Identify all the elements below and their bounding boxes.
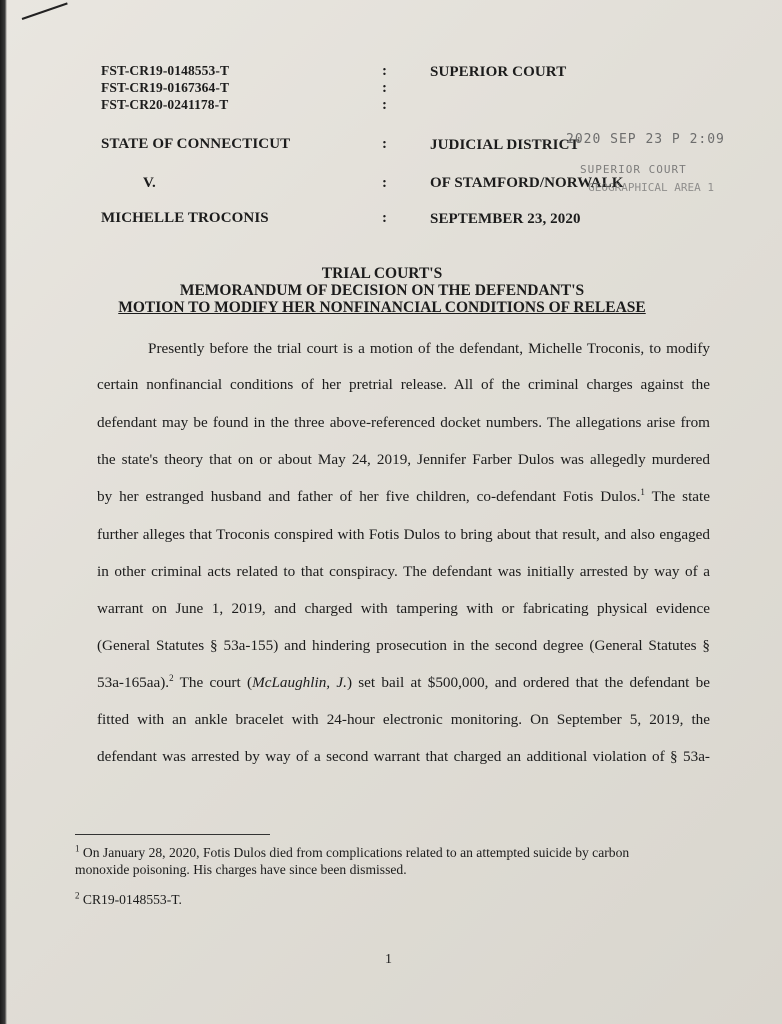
footnote-text: On January 28, 2020, Fotis Dulos died from complications related to an attempted suicide by carbon	[79, 845, 630, 860]
court-name: SUPERIOR COURT	[430, 64, 567, 80]
caption-colon: :	[382, 80, 388, 96]
filing-stamp-time: 2020 SEP 23 P 2:09	[566, 132, 725, 147]
footnote-1-continued: monoxide poisoning. His charges have since been dismissed.	[75, 862, 407, 877]
body-line: defendant may be found in the three above-referenced docket numbers. The allegations arise from	[97, 414, 710, 431]
body-line: defendant was arrested by way of a second warrant that charged an additional violation of § 53a-	[97, 748, 710, 765]
title-line-1: TRIAL COURT'S	[321, 265, 443, 282]
footnote-1	[75, 845, 629, 861]
footnote-marker: 2	[75, 890, 80, 901]
page-number: 1	[385, 952, 392, 967]
docket-number-1: FST-CR19-0148553-T	[101, 63, 230, 78]
body-line: (General Statutes § 53a-155) and hindering prosecution in the second degree (General Statutes §	[97, 637, 710, 654]
body-line: the state's theory that on or about May 24, 2019, Jennifer Farber Dulos was allegedly murdered	[97, 451, 710, 468]
body-line: certain nonfinancial conditions of her pretrial release. All of the criminal charges against the	[97, 376, 710, 393]
party-state: STATE OF CONNECTICUT	[101, 136, 291, 152]
footnote-ref-1[interactable]: 1	[640, 486, 645, 497]
party-defendant: MICHELLE TROCONIS	[101, 210, 269, 226]
page-edge-shadow	[0, 0, 7, 1024]
body-line: fitted with an ankle bracelet with 24-hour electronic monitoring. On September 5, 2019, the	[97, 711, 710, 728]
caption-colon: :	[382, 210, 388, 226]
footnote-text: CR19-0148553-T.	[79, 892, 182, 907]
body-text: The court (	[173, 674, 253, 691]
body-line: Presently before the trial court is a motion of the defendant, Michelle Troconis, to modify	[148, 340, 710, 357]
caption-colon: :	[382, 63, 388, 79]
filing-stamp-court: SUPERIOR COURT	[580, 163, 687, 176]
caption-colon: :	[382, 97, 388, 113]
docket-number-2: FST-CR19-0167364-T	[101, 80, 230, 95]
caption-colon: :	[382, 136, 388, 152]
body-line	[97, 674, 710, 692]
filing-stamp-area: GEOGRAPHICAL AREA 1	[588, 181, 714, 194]
title-line-2: MEMORANDUM OF DECISION ON THE DEFENDANT'S	[179, 282, 585, 299]
footnote-divider	[75, 834, 270, 835]
docket-number-3: FST-CR20-0241178-T	[101, 97, 229, 112]
body-text: by her estranged husband and father of her five children, co-defendant Fotis Dulos.	[97, 488, 641, 505]
caption-colon: :	[382, 175, 388, 191]
body-line	[97, 488, 710, 506]
footnote-marker: 1	[75, 843, 80, 854]
district-line-1: JUDICIAL DISTRICT	[430, 137, 580, 153]
body-text: 53a-165aa).	[97, 674, 170, 691]
body-line: in other criminal acts related to that conspiracy. The defendant was initially arrested by way of a	[97, 563, 710, 580]
title-line-3: MOTION TO MODIFY HER NONFINANCIAL CONDITIONS OF RELEASE	[118, 299, 646, 316]
body-line: warrant on June 1, 2019, and charged with tampering with or fabricating physical evidence	[97, 600, 710, 617]
pen-mark	[22, 2, 68, 20]
decision-date: SEPTEMBER 23, 2020	[430, 211, 581, 227]
footnote-ref-2[interactable]: 2	[169, 672, 174, 683]
body-text: ) set bail at $500,000, and ordered that the defendant be	[346, 674, 710, 691]
body-line: further alleges that Troconis conspired with Fotis Dulos to bring about that result, and also engaged	[97, 526, 710, 543]
district-line-2: OF STAMFORD/NORWALK	[430, 175, 624, 191]
footnote-2	[75, 892, 182, 908]
judge-name: McLaughlin, J.	[252, 674, 347, 691]
versus: V.	[143, 175, 156, 191]
body-text: The state	[644, 488, 710, 505]
